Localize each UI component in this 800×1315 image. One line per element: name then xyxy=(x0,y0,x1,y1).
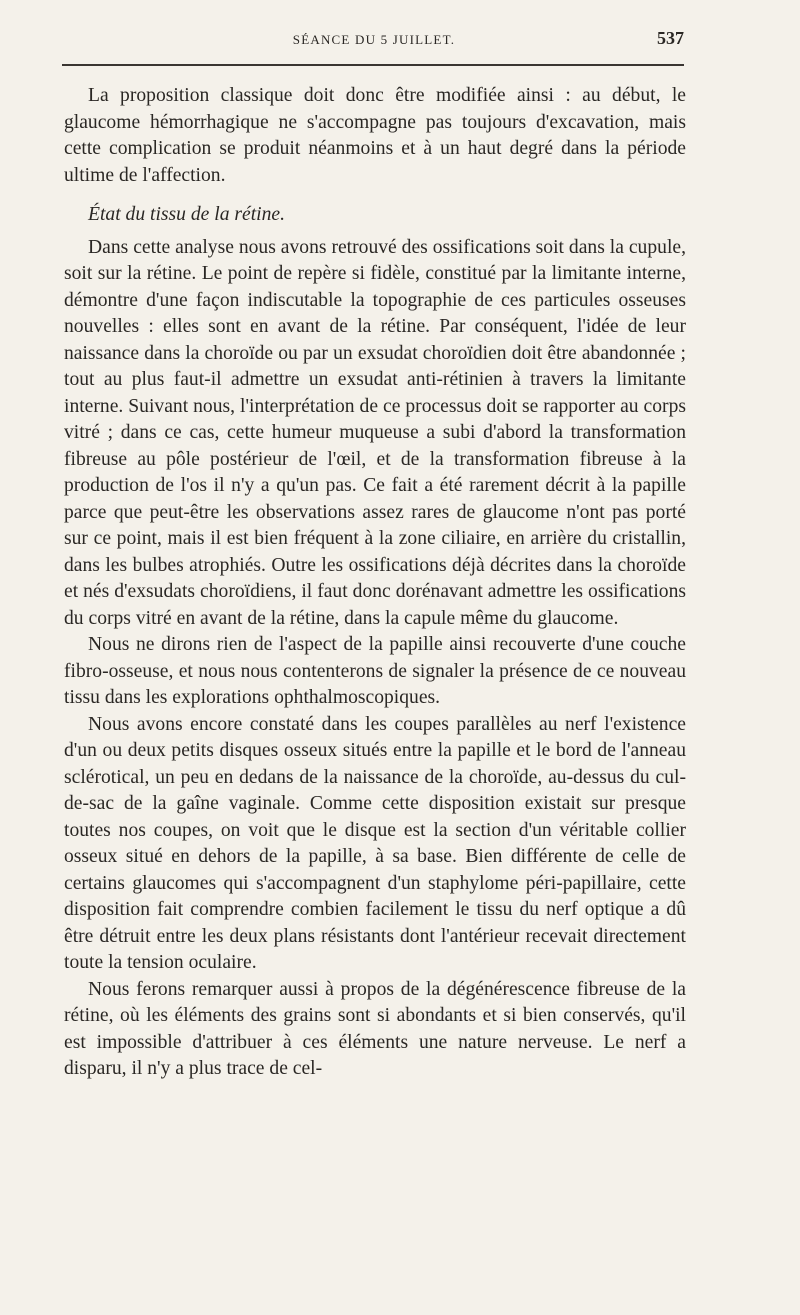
header-rule xyxy=(62,64,684,66)
paragraph: Dans cette analyse nous avons retrouvé des ossifications soit dans la cupule, soit sur la rétine. Le point de repère si fidèle, constitué par la limitante interne, démontre d'une façon indiscutable la topographie de ces particules osseuses nouvelles : elles sont en avant de la rétine. Par conséquent, l'idée de leur naissance dans la choroïde ou par un exsudat choroïdien doit être abandonnée ; tout au plus faut-il admettre un exsudat anti-rétinien à travers la limitante interne. Suivant nous, l'interprétation de ce processus doit se rapporter au corps vitré ; dans ce cas, cette humeur muqueuse a subi d'abord la transformation fibreuse au pôle postérieur de l'œil, et de la transformation fibreuse à la production de l'os il n'y a qu'un pas. Ce fait a été rarement décrit à la papille parce que peut-être les observations assez rares de glaucome n'ont pas porté sur ce point, mais il est bien fréquent à la zone ciliaire, en arrière du cristallin, dans les bulbes atrophiés. Outre les ossifications déjà décrites dans la choroïde et nés d'exsudats choroïdiens, il faut donc dorénavant admettre les ossifications du corps vitré en avant de la rétine, dans la capule même du glaucome. xyxy=(64,236,686,629)
page-number: 537 xyxy=(657,28,684,48)
running-title: SÉANCE DU 5 JUILLET. xyxy=(292,32,456,47)
paragraph: Nous ne dirons rien de l'aspect de la papille ainsi recouverte d'une couche fibro-osseuse, et nous nous contenterons de signaler la présence de ce nouveau tissu dans les explorations ophthalmoscopiques. xyxy=(64,634,686,708)
body-text xyxy=(64,83,686,1083)
paragraph: Nous ferons remarquer aussi à propos de la dégénérescence fibreuse de la rétine, où les éléments des grains sont si abondants et si bien conservés, qu'il est impossible d'attribuer à ces éléments une nature nerveuse. Le nerf a disparu, il n'y a plus trace de cel- xyxy=(64,978,686,1079)
paragraph: Nous avons encore constaté dans les coupes parallèles au nerf l'existence d'un ou deux petits disques osseux situés entre la papille et le bord de l'anneau sclérotical, un peu en dedans de la naissance de la choroïde, au-dessus du cul-de-sac de la gaîne vaginale. Comme cette disposition existait sur presque toutes nos coupes, on voit que le disque est la section d'un véritable collier osseux situé en dehors de la papille, à sa base. Bien différente de celle de certains glaucomes qui s'accompagnent d'un staphylome péri-papillaire, cette disposition fait comprendre combien facilement le tissu du nerf optique a dû être détruit entre les deux plans résistants dont l'antérieur recevait directement toute la tension oculaire. xyxy=(64,713,686,973)
section-heading: État du tissu de la rétine. xyxy=(88,204,286,225)
running-head xyxy=(64,28,684,52)
paragraph: La proposition classique doit donc être modifiée ainsi : au début, le glaucome hémorrhagique ne s'accompagne pas toujours d'excavation, mais cette complication se produit néanmoins et à un haut degré dans la période ultime de l'affection. xyxy=(64,85,686,186)
